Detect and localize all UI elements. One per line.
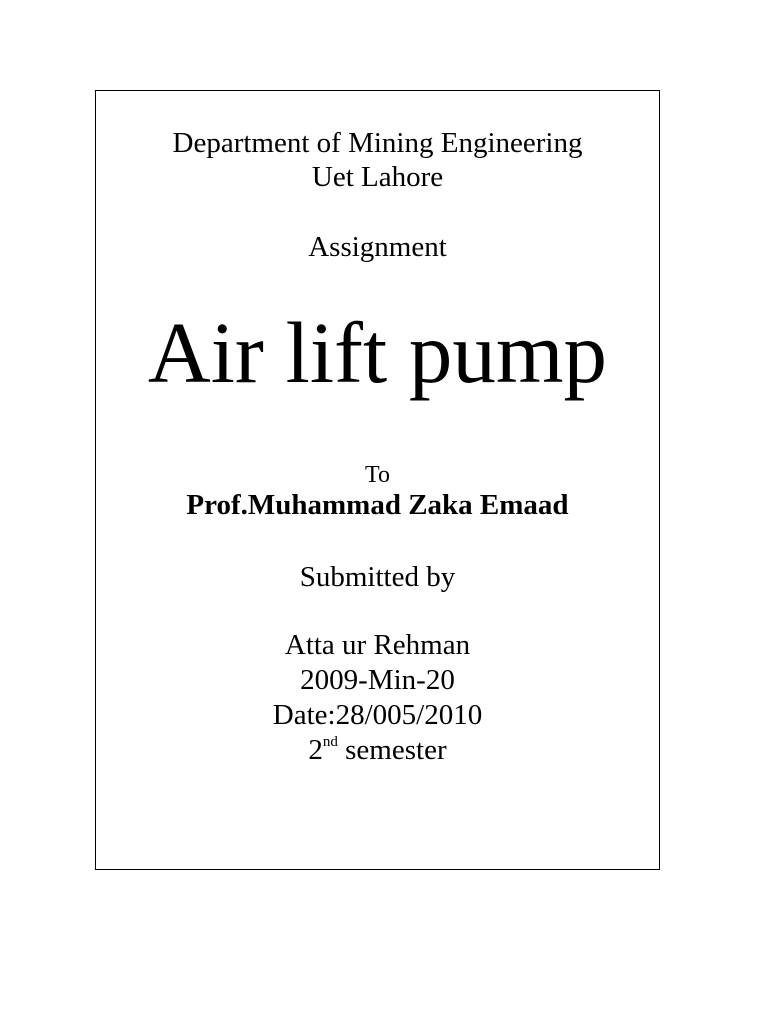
cover-page-border (95, 90, 660, 870)
assignment-title: Air lift pump (147, 304, 608, 401)
university-name: Uet Lahore (311, 161, 444, 193)
semester-suffix: nd (322, 734, 338, 750)
submitted-by-label: Submitted by (299, 561, 456, 593)
roll-number: 2009-Min-20 (300, 664, 455, 696)
semester-number: 2 (308, 734, 323, 766)
document-type: Assignment (308, 231, 447, 263)
recipient-name: Prof.Muhammad Zaka Emaad (186, 489, 569, 521)
student-name: Atta ur Rehman (284, 629, 471, 661)
submission-date: Date:28/005/2010 (272, 699, 483, 731)
semester (96, 736, 659, 765)
semester-label: semester (345, 734, 447, 766)
department-name: Department of Mining Engineering (172, 127, 583, 159)
to-label: To (365, 462, 390, 488)
